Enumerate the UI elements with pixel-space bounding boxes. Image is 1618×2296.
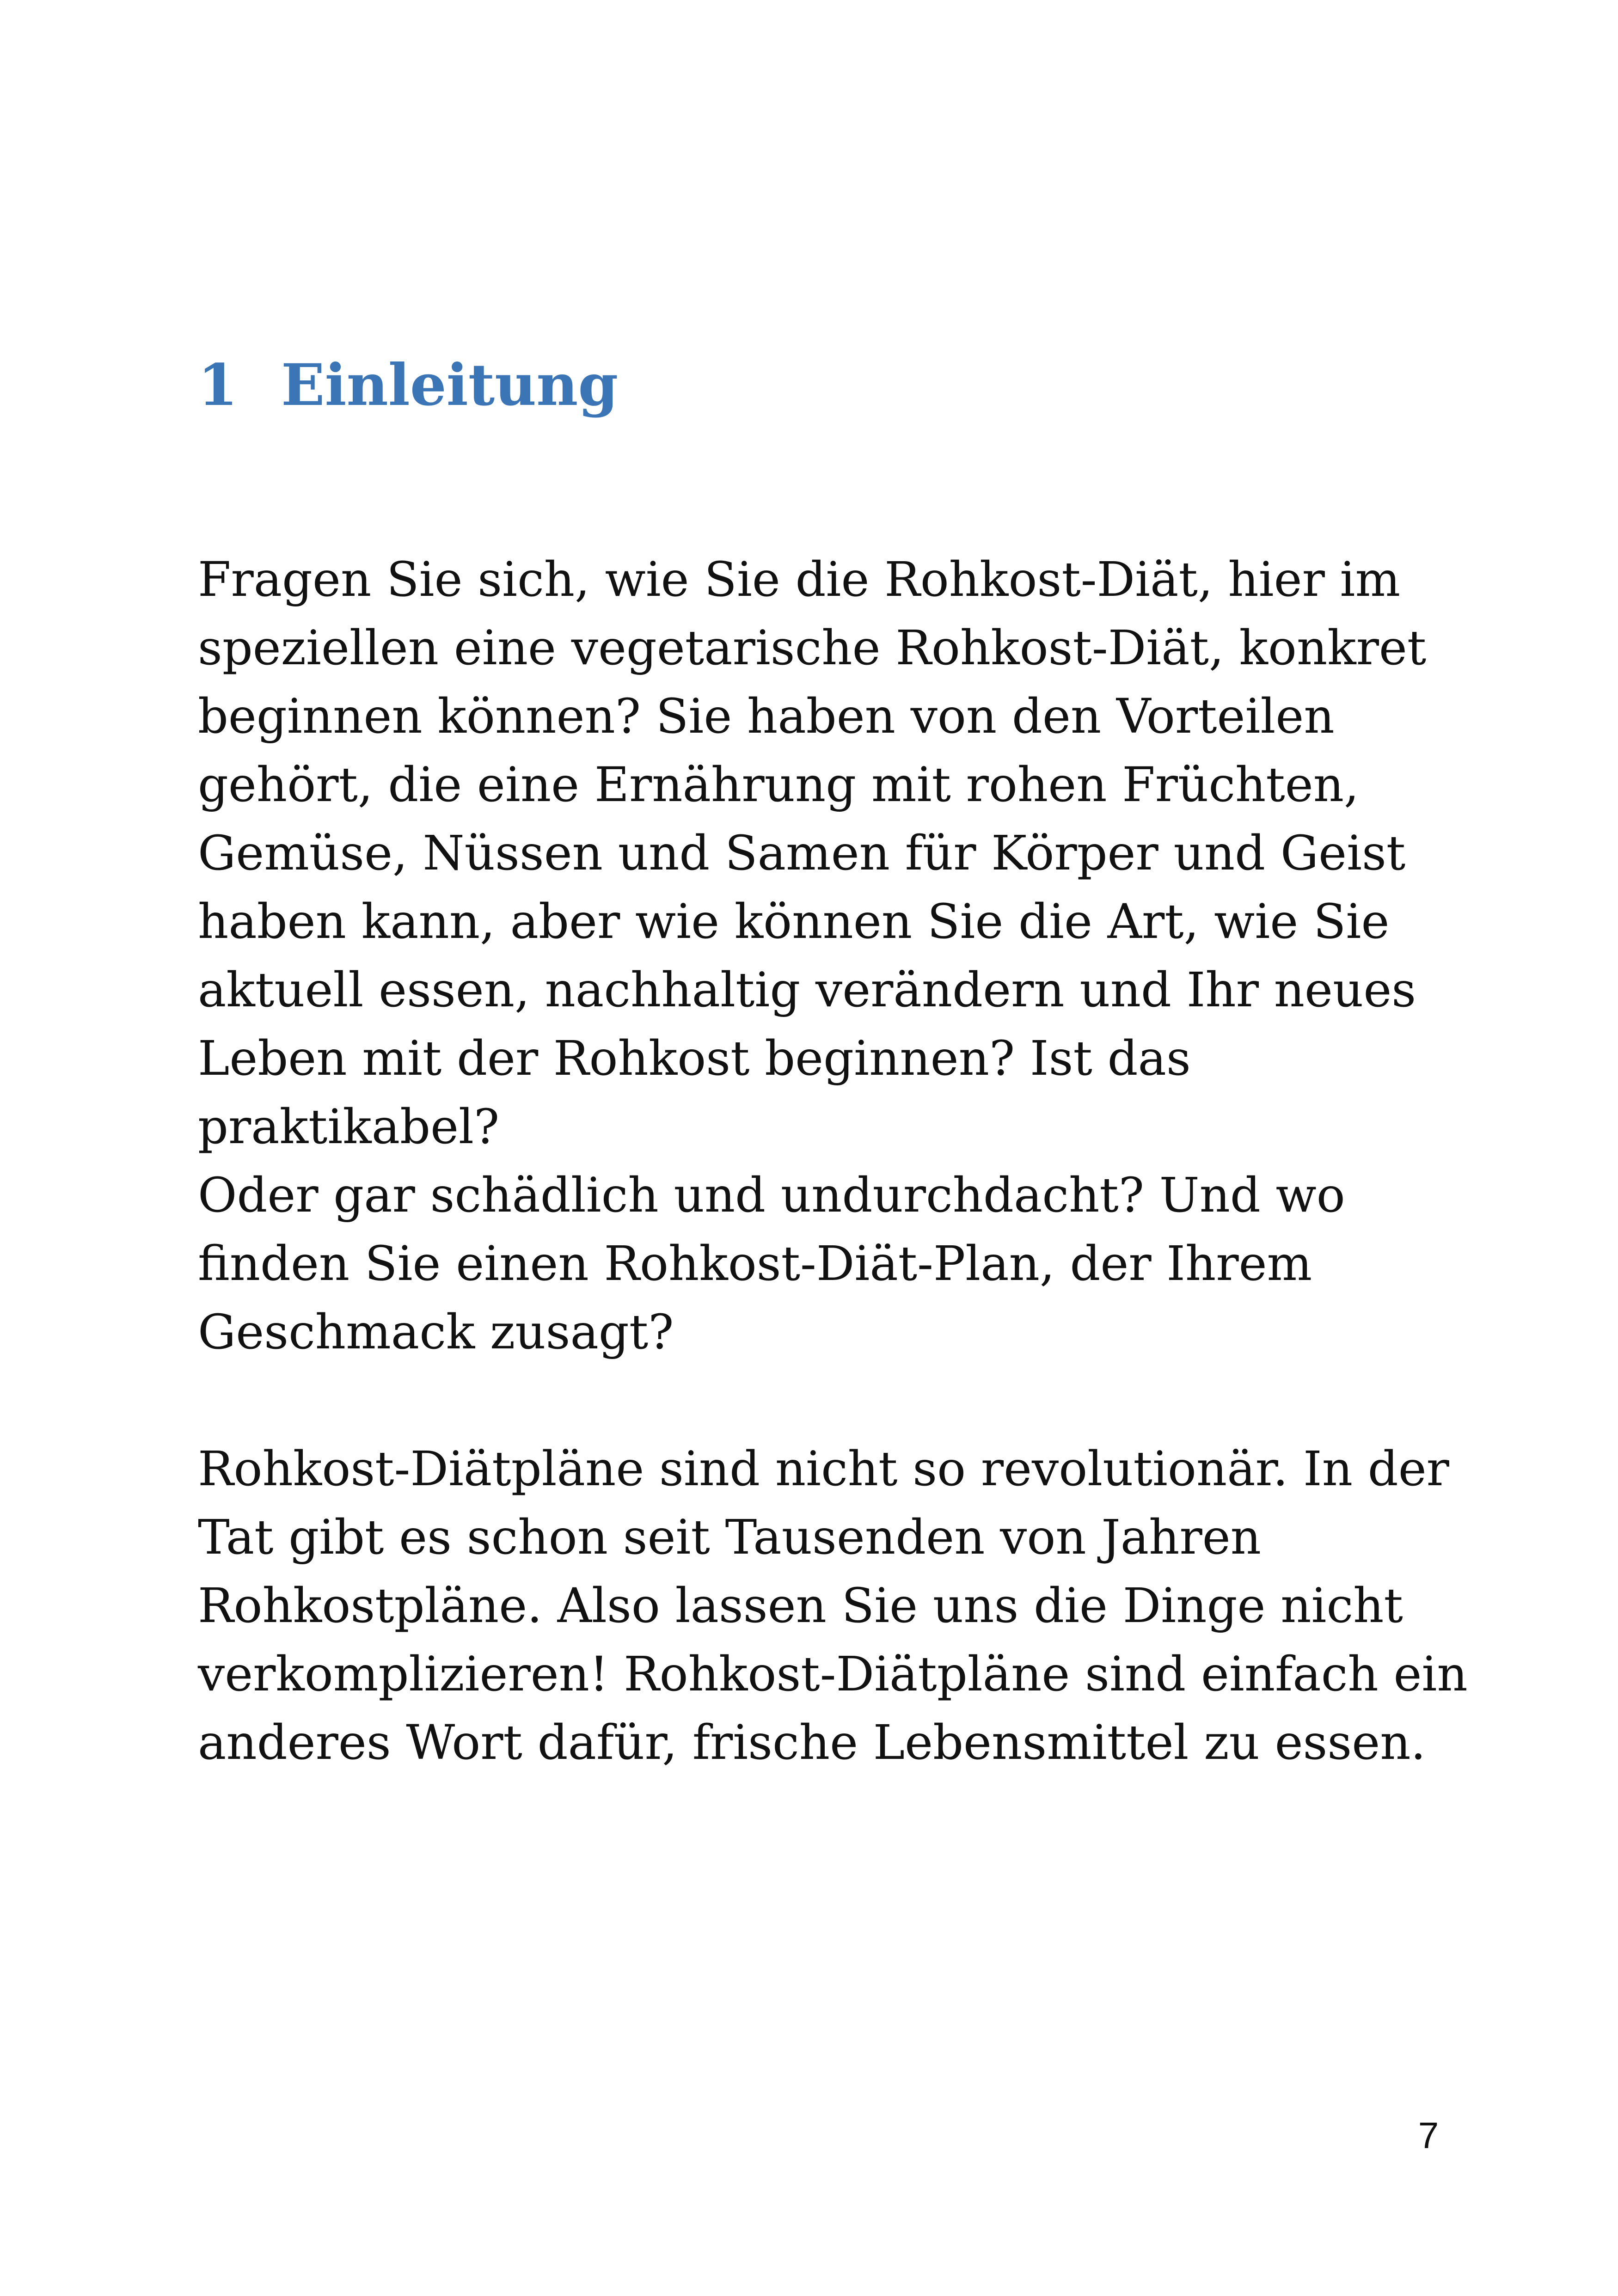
- text-line: Fragen Sie sich, wie Sie die Rohkost-Diät, hier im: [198, 552, 1401, 607]
- text-line: Tat gibt es schon seit Tausenden von Jahren: [198, 1510, 1261, 1565]
- text-line: Rohkost-Diätpläne sind nicht so revolutionär. In der: [198, 1441, 1449, 1497]
- text-line: Oder gar schädlich und undurchdacht? Und wo: [198, 1168, 1345, 1223]
- paragraph-gap: [198, 1366, 1446, 1435]
- text-line: gehört, die eine Ernährung mit rohen Früchten,: [198, 757, 1359, 813]
- text-line: aktuell essen, nachhaltig verändern und Ihr neues: [198, 962, 1416, 1018]
- chapter-number: 1: [198, 352, 238, 419]
- text-line: praktikabel?: [198, 1099, 500, 1155]
- text-line: Geschmack zusagt?: [198, 1304, 674, 1360]
- text-line: haben kann, aber wie können Sie die Art, wie Sie: [198, 894, 1390, 949]
- text-line: anderes Wort dafür, frische Lebensmittel zu essen.: [198, 1715, 1426, 1770]
- page-number: 7: [1418, 2115, 1439, 2156]
- chapter-title: Einleitung: [281, 352, 619, 419]
- text-line: speziellen eine vegetarische Rohkost-Diät, konkret: [198, 620, 1427, 676]
- chapter-heading: [198, 351, 618, 420]
- body-text: [198, 545, 1468, 1777]
- text-line: finden Sie einen Rohkost-Diät-Plan, der Ihrem: [198, 1236, 1312, 1292]
- text-line: beginnen können? Sie haben von den Vorteilen: [198, 689, 1335, 744]
- text-line: verkomplizieren! Rohkost-Diätpläne sind einfach ein: [198, 1647, 1468, 1702]
- text-line: Gemüse, Nüssen und Samen für Körper und Geist: [198, 826, 1406, 881]
- paragraph-1: [198, 545, 1446, 1366]
- text-line: Rohkostpläne. Also lassen Sie uns die Dinge nicht: [198, 1578, 1403, 1634]
- text-line: Leben mit der Rohkost beginnen? Ist das: [198, 1031, 1191, 1086]
- paragraph-2: [198, 1435, 1468, 1777]
